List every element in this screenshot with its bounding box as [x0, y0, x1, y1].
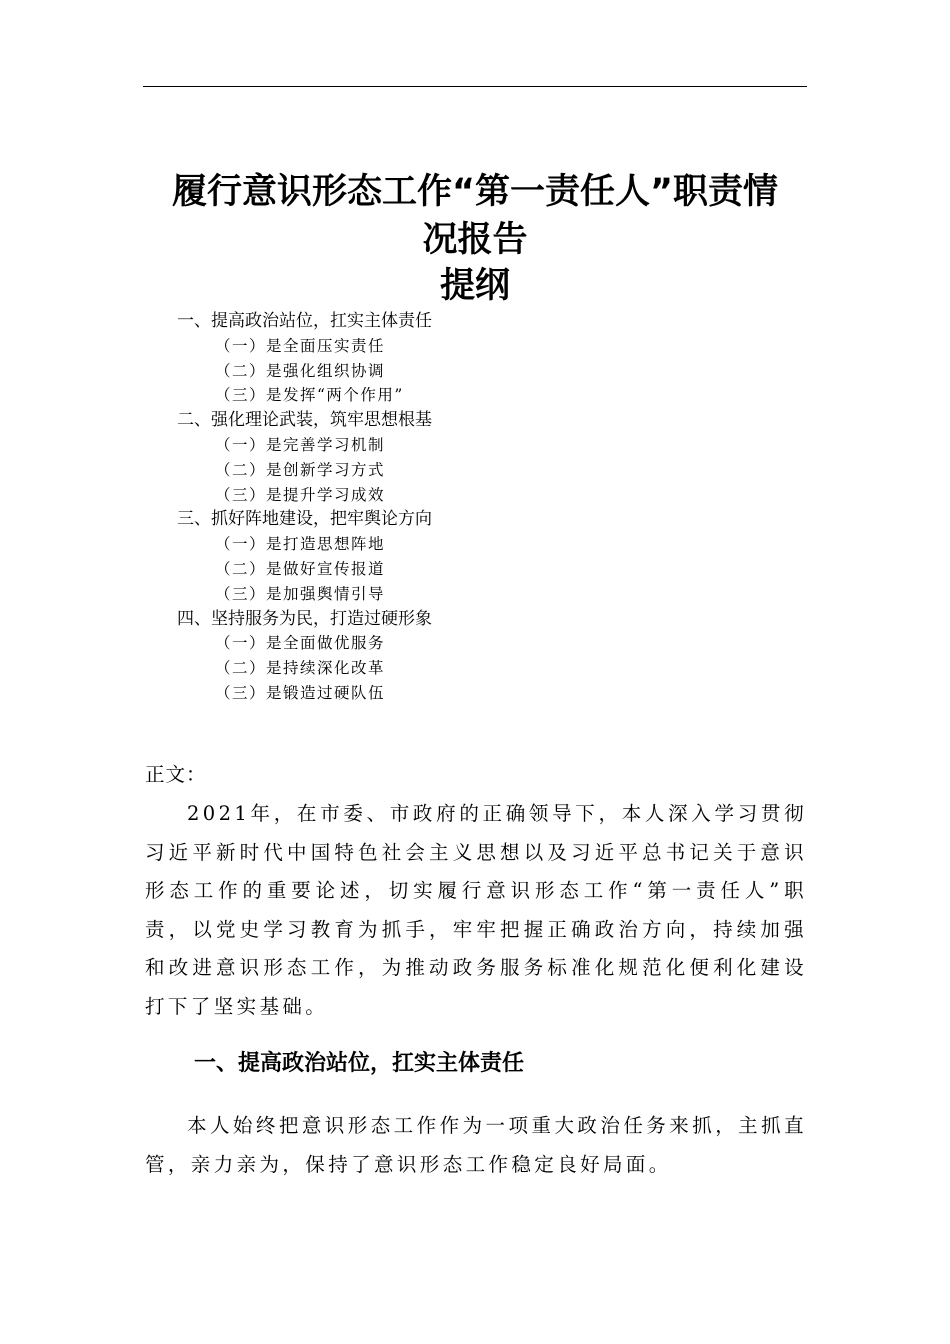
section-heading: 一、提高政治站位，扛实主体责任	[194, 1051, 525, 1076]
document-title-line-1: 履行意识形态工作“第一责任人”职责情	[171, 172, 778, 212]
body-paragraph: 2021年，在市委、市政府的正确领导下，本人深入学习贯彻习近平新时代中国特色社会主义思想以及习近平总书记关于意识形态工作的重要论述，切实履行意识形态工作“第一责任人”职责，以党史学习教育为抓手，牢牢把握正确政治方向，持续加强和改进意识形态工作，为推动政务服务标准化规范化便利化建设打下了坚实基础。	[145, 802, 807, 1018]
body-paragraph: 本人始终把意识形态工作作为一项重大政治任务来抓，主抓直管，亲力亲为，保持了意识形态工作稳定良好局面。	[145, 1114, 807, 1176]
outline-item: （一）是完善学习机制	[215, 435, 386, 454]
intro-label: 正文：	[145, 763, 207, 786]
outline-item: （一）是全面做优服务	[215, 634, 386, 653]
outline	[177, 309, 777, 706]
outline-item: （二）是做好宣传报道	[215, 559, 386, 578]
outline-item: （二）是创新学习方式	[215, 460, 386, 479]
document-title-line-3: 提纲	[439, 266, 510, 306]
outline-heading: 三、抓好阵地建设，把牢舆论方向	[177, 509, 432, 530]
outline-heading: 一、提高政治站位，扛实主体责任	[177, 311, 432, 331]
outline-item: （三）是加强舆情引导	[215, 584, 386, 603]
outline-item: （三）是发挥“两个作用”	[215, 386, 404, 405]
document-title-line-2: 况报告	[422, 220, 528, 260]
header-rule	[143, 86, 807, 87]
outline-item: （一）是打造思想阵地	[215, 535, 386, 554]
outline-item: （二）是持续深化改革	[215, 659, 386, 678]
outline-item: （三）是锻造过硬队伍	[215, 683, 386, 702]
outline-item: （三）是提升学习成效	[215, 485, 386, 504]
outline-item: （一）是全面压实责任	[215, 336, 386, 355]
outline-item: （二）是强化组织协调	[215, 361, 386, 380]
outline-heading: 二、强化理论武装，筑牢思想根基	[177, 410, 432, 431]
outline-heading: 四、坚持服务为民，打造过硬形象	[177, 608, 432, 629]
